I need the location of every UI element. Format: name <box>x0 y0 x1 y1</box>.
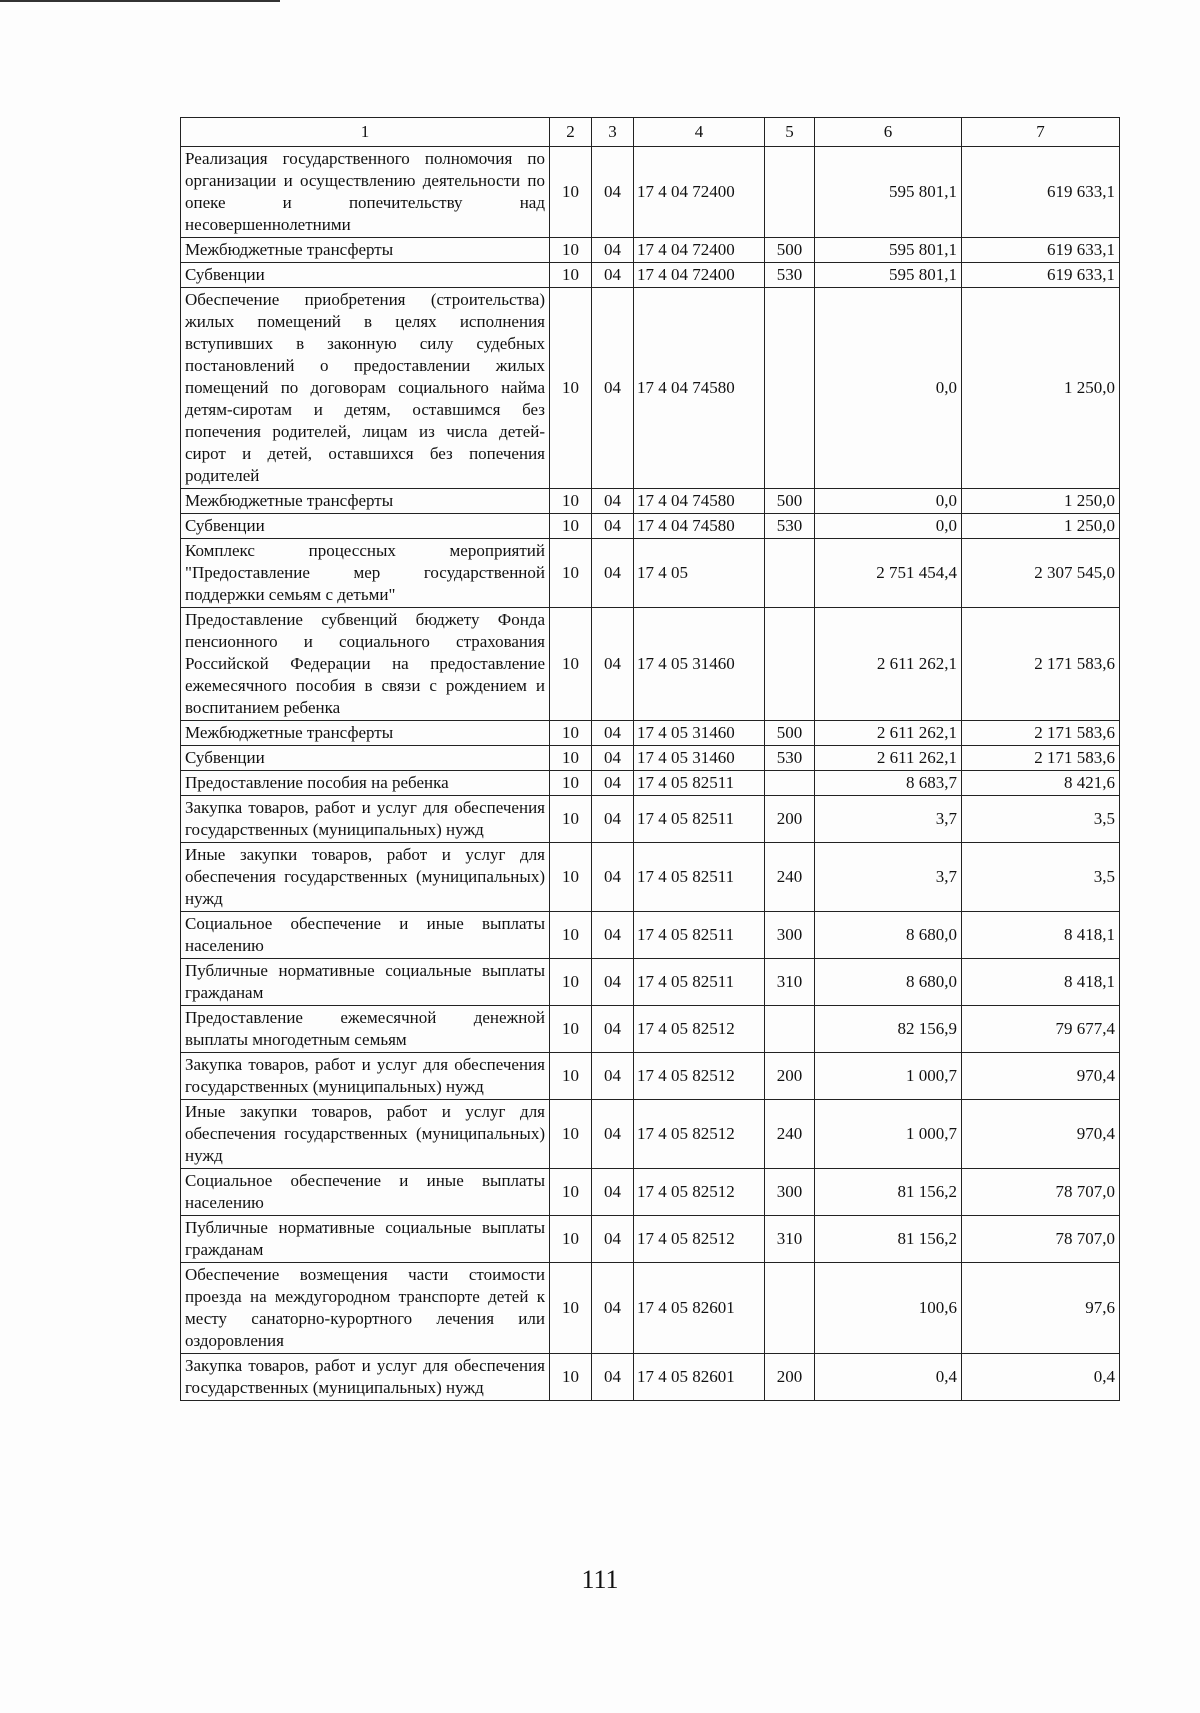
row-amount-year1: 3,7 <box>815 843 962 912</box>
table-row <box>181 1169 1120 1216</box>
table-row <box>181 796 1120 843</box>
row-subsection: 04 <box>592 959 634 1006</box>
header-col-3: 3 <box>592 118 634 147</box>
row-expense-type <box>765 147 815 238</box>
row-expense-type: 300 <box>765 912 815 959</box>
row-amount-year1: 3,7 <box>815 796 962 843</box>
row-target-article: 17 4 05 82511 <box>634 959 765 1006</box>
row-expense-type: 310 <box>765 1216 815 1263</box>
row-target-article: 17 4 05 <box>634 539 765 608</box>
row-section: 10 <box>550 746 592 771</box>
row-target-article: 17 4 05 82511 <box>634 912 765 959</box>
row-target-article: 17 4 05 82512 <box>634 1006 765 1053</box>
table-body <box>181 147 1120 1401</box>
row-name: Обеспечение приобретения (строительства) жилых помещений в целях исполнения вступивших в законную силу судебных постановлений о предоставлении жилых помещений по договорам социального найма детям-сиротам и детям, оставшимся без попечения родителей, лицам из числа детей-сирот и детей, оставшихся без попечения родителей <box>181 288 550 489</box>
table-row <box>181 1263 1120 1354</box>
row-subsection: 04 <box>592 288 634 489</box>
row-amount-year2: 2 307 545,0 <box>962 539 1120 608</box>
row-amount-year1: 0,4 <box>815 1354 962 1401</box>
row-section: 10 <box>550 912 592 959</box>
row-target-article: 17 4 05 31460 <box>634 746 765 771</box>
row-amount-year1: 2 751 454,4 <box>815 539 962 608</box>
row-subsection: 04 <box>592 721 634 746</box>
row-section: 10 <box>550 514 592 539</box>
row-expense-type: 500 <box>765 489 815 514</box>
table-row <box>181 1100 1120 1169</box>
table-row <box>181 912 1120 959</box>
budget-table <box>180 117 1120 1401</box>
row-subsection: 04 <box>592 1216 634 1263</box>
row-target-article: 17 4 05 82512 <box>634 1100 765 1169</box>
row-expense-type: 500 <box>765 721 815 746</box>
table-row <box>181 238 1120 263</box>
row-amount-year2: 97,6 <box>962 1263 1120 1354</box>
row-amount-year2: 8 418,1 <box>962 912 1120 959</box>
table-row <box>181 539 1120 608</box>
table-row <box>181 1006 1120 1053</box>
header-col-2: 2 <box>550 118 592 147</box>
row-amount-year1: 0,0 <box>815 489 962 514</box>
row-amount-year1: 595 801,1 <box>815 263 962 288</box>
row-amount-year2: 8 421,6 <box>962 771 1120 796</box>
row-subsection: 04 <box>592 489 634 514</box>
row-amount-year1: 1 000,7 <box>815 1100 962 1169</box>
row-subsection: 04 <box>592 514 634 539</box>
row-subsection: 04 <box>592 912 634 959</box>
table-row <box>181 608 1120 721</box>
row-target-article: 17 4 05 82511 <box>634 796 765 843</box>
row-target-article: 17 4 04 72400 <box>634 147 765 238</box>
row-amount-year1: 81 156,2 <box>815 1169 962 1216</box>
row-section: 10 <box>550 489 592 514</box>
row-amount-year2: 1 250,0 <box>962 288 1120 489</box>
row-target-article: 17 4 05 31460 <box>634 608 765 721</box>
row-target-article: 17 4 05 82511 <box>634 843 765 912</box>
table-row <box>181 771 1120 796</box>
row-amount-year1: 82 156,9 <box>815 1006 962 1053</box>
row-target-article: 17 4 05 82512 <box>634 1053 765 1100</box>
table-header-row <box>181 118 1120 147</box>
table-row <box>181 746 1120 771</box>
row-name: Субвенции <box>181 746 550 771</box>
row-amount-year2: 619 633,1 <box>962 263 1120 288</box>
row-amount-year2: 0,4 <box>962 1354 1120 1401</box>
table-row <box>181 489 1120 514</box>
row-expense-type <box>765 539 815 608</box>
row-subsection: 04 <box>592 263 634 288</box>
row-expense-type <box>765 1006 815 1053</box>
row-name: Публичные нормативные социальные выплаты гражданам <box>181 959 550 1006</box>
row-name: Публичные нормативные социальные выплаты гражданам <box>181 1216 550 1263</box>
row-section: 10 <box>550 147 592 238</box>
table-row <box>181 721 1120 746</box>
row-amount-year1: 8 680,0 <box>815 912 962 959</box>
row-amount-year1: 100,6 <box>815 1263 962 1354</box>
table-row <box>181 1354 1120 1401</box>
row-name: Иные закупки товаров, работ и услуг для обеспечения государственных (муниципальных) нужд <box>181 843 550 912</box>
row-subsection: 04 <box>592 1100 634 1169</box>
row-amount-year2: 619 633,1 <box>962 238 1120 263</box>
row-amount-year2: 1 250,0 <box>962 514 1120 539</box>
row-expense-type: 200 <box>765 1354 815 1401</box>
row-section: 10 <box>550 1263 592 1354</box>
row-target-article: 17 4 05 82601 <box>634 1263 765 1354</box>
row-name: Предоставление субвенций бюджету Фонда пенсионного и социального страхования Российской Федерации на предоставление ежемесячного пособия в связи с рождением и воспитанием ребенка <box>181 608 550 721</box>
row-section: 10 <box>550 288 592 489</box>
row-amount-year1: 8 683,7 <box>815 771 962 796</box>
row-amount-year2: 2 171 583,6 <box>962 721 1120 746</box>
row-expense-type: 530 <box>765 263 815 288</box>
row-name: Субвенции <box>181 514 550 539</box>
row-amount-year1: 1 000,7 <box>815 1053 962 1100</box>
row-expense-type: 300 <box>765 1169 815 1216</box>
row-amount-year2: 78 707,0 <box>962 1216 1120 1263</box>
table-row <box>181 843 1120 912</box>
header-col-4: 4 <box>634 118 765 147</box>
row-expense-type: 200 <box>765 796 815 843</box>
header-col-5: 5 <box>765 118 815 147</box>
row-name: Закупка товаров, работ и услуг для обеспечения государственных (муниципальных) нужд <box>181 796 550 843</box>
row-name: Предоставление ежемесячной денежной выплаты многодетным семьям <box>181 1006 550 1053</box>
table-row <box>181 959 1120 1006</box>
row-section: 10 <box>550 238 592 263</box>
row-expense-type: 240 <box>765 1100 815 1169</box>
row-name: Обеспечение возмещения части стоимости проезда на междугородном транспорте детей к месту санаторно-курортного лечения или оздоровления <box>181 1263 550 1354</box>
row-amount-year2: 970,4 <box>962 1053 1120 1100</box>
row-name: Субвенции <box>181 263 550 288</box>
row-expense-type: 530 <box>765 514 815 539</box>
row-expense-type: 200 <box>765 1053 815 1100</box>
row-name: Социальное обеспечение и иные выплаты населению <box>181 1169 550 1216</box>
row-section: 10 <box>550 1354 592 1401</box>
row-expense-type <box>765 771 815 796</box>
row-amount-year1: 0,0 <box>815 288 962 489</box>
row-expense-type <box>765 608 815 721</box>
row-subsection: 04 <box>592 608 634 721</box>
row-name: Закупка товаров, работ и услуг для обеспечения государственных (муниципальных) нужд <box>181 1053 550 1100</box>
table-row <box>181 1053 1120 1100</box>
row-expense-type: 240 <box>765 843 815 912</box>
table-row <box>181 514 1120 539</box>
row-target-article: 17 4 05 82512 <box>634 1216 765 1263</box>
header-col-1: 1 <box>181 118 550 147</box>
row-amount-year2: 2 171 583,6 <box>962 746 1120 771</box>
row-name: Предоставление пособия на ребенка <box>181 771 550 796</box>
row-amount-year2: 78 707,0 <box>962 1169 1120 1216</box>
row-target-article: 17 4 04 72400 <box>634 263 765 288</box>
row-subsection: 04 <box>592 1169 634 1216</box>
row-expense-type <box>765 1263 815 1354</box>
row-name: Межбюджетные трансферты <box>181 238 550 263</box>
row-subsection: 04 <box>592 771 634 796</box>
row-amount-year1: 2 611 262,1 <box>815 721 962 746</box>
header-col-6: 6 <box>815 118 962 147</box>
row-target-article: 17 4 05 82511 <box>634 771 765 796</box>
row-subsection: 04 <box>592 843 634 912</box>
row-target-article: 17 4 04 74580 <box>634 514 765 539</box>
row-amount-year1: 595 801,1 <box>815 238 962 263</box>
row-section: 10 <box>550 539 592 608</box>
row-name: Социальное обеспечение и иные выплаты населению <box>181 912 550 959</box>
row-name: Межбюджетные трансферты <box>181 721 550 746</box>
row-section: 10 <box>550 1100 592 1169</box>
row-section: 10 <box>550 1169 592 1216</box>
row-name: Реализация государственного полномочия по организации и осуществлению деятельности по опеке и попечительству над несовершеннолетними <box>181 147 550 238</box>
row-amount-year1: 595 801,1 <box>815 147 962 238</box>
row-section: 10 <box>550 263 592 288</box>
row-amount-year1: 2 611 262,1 <box>815 608 962 721</box>
table-row <box>181 288 1120 489</box>
row-amount-year2: 3,5 <box>962 796 1120 843</box>
row-name: Комплекс процессных мероприятий "Предоставление мер государственной поддержки семьям с детьми" <box>181 539 550 608</box>
row-target-article: 17 4 04 74580 <box>634 489 765 514</box>
row-section: 10 <box>550 796 592 843</box>
row-section: 10 <box>550 608 592 721</box>
row-subsection: 04 <box>592 238 634 263</box>
row-amount-year2: 619 633,1 <box>962 147 1120 238</box>
row-expense-type: 310 <box>765 959 815 1006</box>
row-section: 10 <box>550 771 592 796</box>
row-subsection: 04 <box>592 1263 634 1354</box>
row-target-article: 17 4 05 82512 <box>634 1169 765 1216</box>
row-amount-year1: 8 680,0 <box>815 959 962 1006</box>
row-subsection: 04 <box>592 796 634 843</box>
row-subsection: 04 <box>592 1006 634 1053</box>
row-section: 10 <box>550 1053 592 1100</box>
row-section: 10 <box>550 721 592 746</box>
row-amount-year2: 3,5 <box>962 843 1120 912</box>
row-amount-year1: 0,0 <box>815 514 962 539</box>
row-target-article: 17 4 05 31460 <box>634 721 765 746</box>
row-section: 10 <box>550 843 592 912</box>
table-row <box>181 263 1120 288</box>
row-expense-type: 500 <box>765 238 815 263</box>
row-amount-year2: 8 418,1 <box>962 959 1120 1006</box>
page-number: 111 <box>581 1565 619 1594</box>
row-target-article: 17 4 05 82601 <box>634 1354 765 1401</box>
row-amount-year1: 81 156,2 <box>815 1216 962 1263</box>
row-section: 10 <box>550 959 592 1006</box>
row-name: Закупка товаров, работ и услуг для обеспечения государственных (муниципальных) нужд <box>181 1354 550 1401</box>
row-expense-type: 530 <box>765 746 815 771</box>
row-target-article: 17 4 04 74580 <box>634 288 765 489</box>
row-subsection: 04 <box>592 1053 634 1100</box>
header-col-7: 7 <box>962 118 1120 147</box>
table-row <box>181 1216 1120 1263</box>
row-subsection: 04 <box>592 746 634 771</box>
row-subsection: 04 <box>592 147 634 238</box>
row-subsection: 04 <box>592 1354 634 1401</box>
row-expense-type <box>765 288 815 489</box>
row-amount-year2: 970,4 <box>962 1100 1120 1169</box>
row-subsection: 04 <box>592 539 634 608</box>
row-name: Иные закупки товаров, работ и услуг для обеспечения государственных (муниципальных) нужд <box>181 1100 550 1169</box>
row-name: Межбюджетные трансферты <box>181 489 550 514</box>
row-amount-year1: 2 611 262,1 <box>815 746 962 771</box>
row-amount-year2: 1 250,0 <box>962 489 1120 514</box>
scan-edge-line <box>0 0 280 2</box>
row-section: 10 <box>550 1006 592 1053</box>
row-amount-year2: 2 171 583,6 <box>962 608 1120 721</box>
row-target-article: 17 4 04 72400 <box>634 238 765 263</box>
table-row <box>181 147 1120 238</box>
row-section: 10 <box>550 1216 592 1263</box>
row-amount-year2: 79 677,4 <box>962 1006 1120 1053</box>
